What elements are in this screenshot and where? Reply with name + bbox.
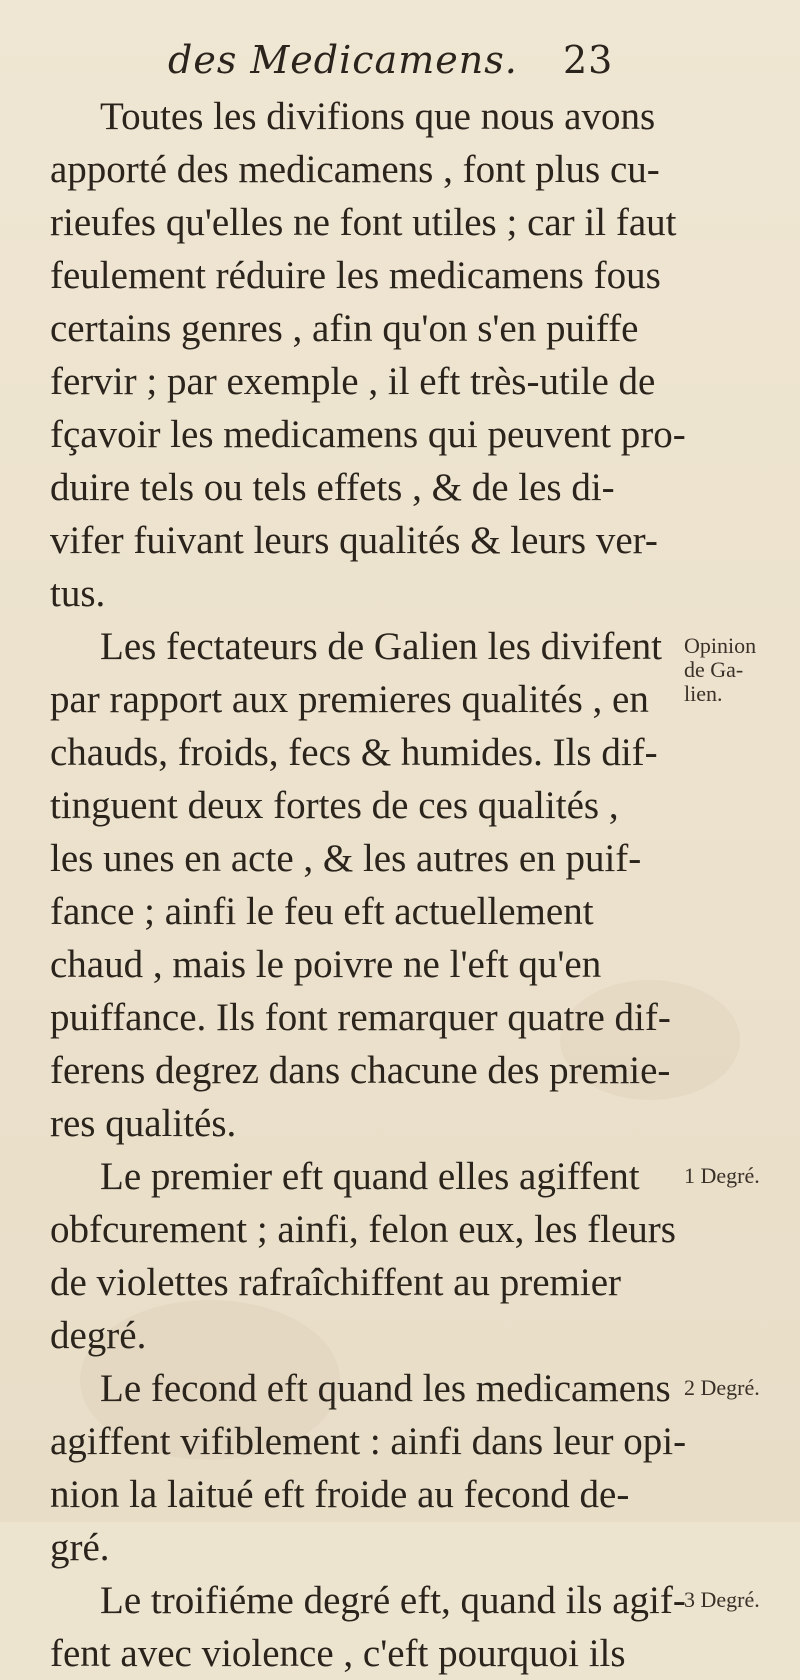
margin-note-line: 3 Degré.	[684, 1587, 760, 1612]
margin-note-degree-2	[684, 1376, 796, 1400]
margin-note-degree-3	[684, 1588, 796, 1612]
margin-note-degree-1	[684, 1164, 796, 1188]
margin-note-line: de Ga-	[684, 657, 744, 682]
text-line: Toutes les divifions que nous avons	[100, 95, 656, 138]
margin-note-opinion	[684, 634, 796, 706]
text-line: tinguent deux fortes de ces qualités ,	[50, 784, 619, 827]
text-line: les unes en acte , & les autres en puif-	[50, 837, 642, 880]
text-line: puiffance. Ils font remarquer quatre dif-	[50, 996, 671, 1039]
text-line: degré.	[50, 1314, 147, 1357]
margin-note-line: lien.	[684, 681, 723, 706]
text-line: fance ; ainfi le feu eft actuellement	[50, 890, 594, 933]
text-line: certains genres , afin qu'on s'en puiffe	[50, 307, 639, 350]
text-line: duire tels ou tels effets , & de les di-	[50, 466, 615, 509]
text-line: Le troifiéme degré eft, quand ils agif-	[100, 1579, 686, 1622]
text-line: ferens degrez dans chacune des premie-	[50, 1049, 671, 1092]
text-line: fçavoir les medicamens qui peuvent pro-	[50, 413, 686, 456]
text-line: obfcurement ; ainfi, felon eux, les fleurs	[50, 1208, 676, 1251]
text-line: chaud , mais le poivre ne l'eft qu'en	[50, 943, 602, 986]
margin-note-line: Opinion	[684, 633, 757, 658]
text-line: par rapport aux premieres qualités , en	[50, 678, 649, 721]
text-line: Les fectateurs de Galien les divifent	[100, 625, 663, 668]
text-line: rieufes qu'elles ne font utiles ; car il faut	[50, 201, 677, 244]
page-number: 23	[563, 38, 614, 82]
text-line: fervir ; par exemple , il eft très-utile de	[50, 360, 656, 403]
text-line: fent avec violence , c'eft pourquoi ils	[50, 1632, 626, 1675]
text-line: chauds, froids, fecs & humides. Ils dif-	[50, 731, 658, 774]
text-line: Le premier eft quand elles agiffent	[100, 1155, 640, 1198]
text-line: gré.	[50, 1526, 110, 1569]
body-text	[50, 90, 750, 1680]
text-line: nion la laitué eft froide au fecond de-	[50, 1473, 630, 1516]
text-line: res qualités.	[50, 1102, 237, 1145]
running-title: des Medicamens.	[168, 38, 518, 82]
margin-note-line: 2 Degré.	[684, 1375, 760, 1400]
text-line: agiffent vifiblement : ainfi dans leur opi-	[50, 1420, 687, 1463]
text-line: tus.	[50, 572, 106, 615]
text-line: Le fecond eft quand les medicamens	[100, 1367, 671, 1410]
text-line: de violettes rafraîchiffent au premier	[50, 1261, 622, 1304]
text-line: apporté des medicamens , font plus cu-	[50, 148, 660, 191]
text-line: vifer fuivant leurs qualités & leurs ver-	[50, 519, 658, 562]
margin-note-line: 1 Degré.	[684, 1163, 760, 1188]
text-line: feulement réduire les medicamens fous	[50, 254, 661, 297]
